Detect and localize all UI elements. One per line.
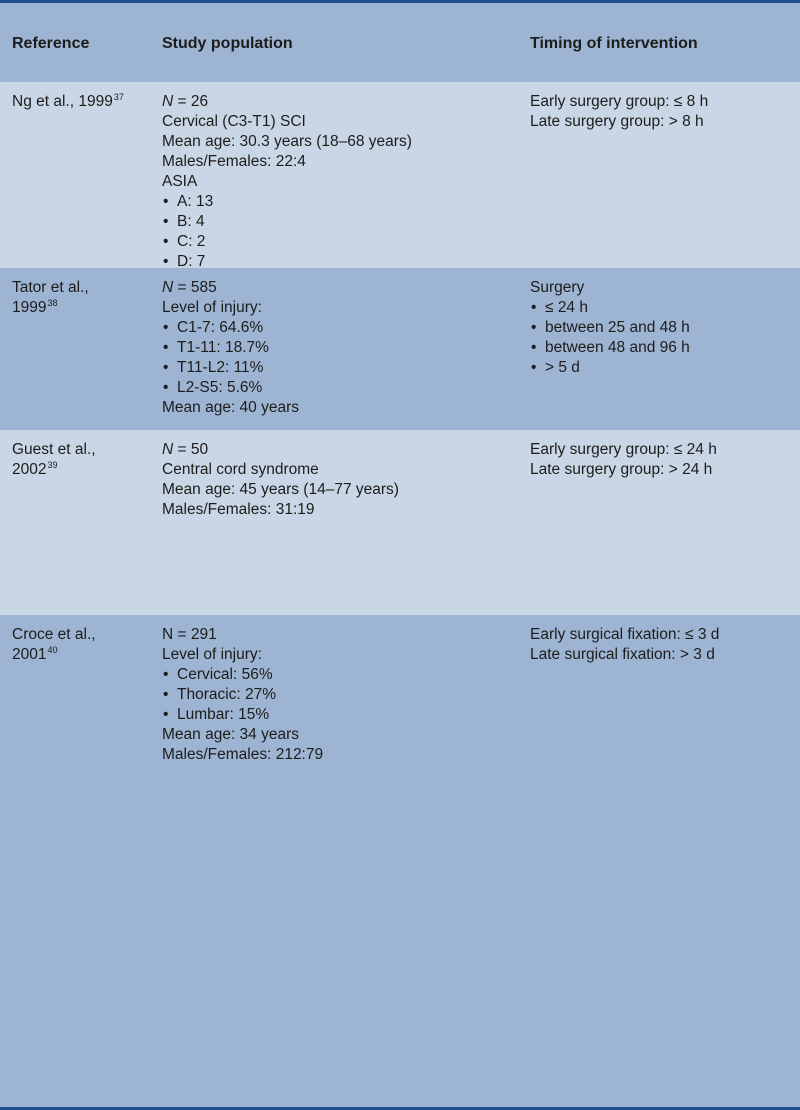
population-line: Males/Females: 212:79	[162, 746, 324, 763]
reference-cell	[0, 268, 150, 430]
timing-line: Surgery	[530, 279, 585, 296]
timing-line: Late surgery group: > 24 h	[530, 461, 713, 478]
timing-line: Early surgery group: ≤ 8 h	[530, 93, 709, 110]
list-item: • > 5 d	[530, 358, 800, 378]
timing-cell	[520, 82, 800, 268]
population-line: Mean age: 34 years	[162, 726, 300, 743]
list-item: • C: 2	[162, 232, 520, 252]
reference-year: 1999$^{38}$	[12, 298, 58, 316]
sample-size: N = 291	[162, 626, 217, 643]
reference-year: 2001$^{40}$	[12, 645, 58, 663]
reference-cell	[0, 82, 150, 268]
population-line: ASIA	[162, 173, 198, 190]
table-row	[0, 430, 800, 615]
population-line: Mean age: 40 years	[162, 399, 300, 416]
population-line: Males/Females: 22:4	[162, 153, 306, 170]
timing-cell	[520, 430, 800, 615]
population-line: Level of injury:	[162, 646, 262, 663]
header-timing: Timing of intervention	[530, 35, 698, 52]
citation-superscript: 38	[47, 298, 58, 308]
list-item: • Lumbar: 15%	[162, 705, 520, 725]
table-row	[0, 268, 800, 430]
population-line: Males/Females: 31:19	[162, 501, 315, 518]
reference-text: Ng et al., 1999$^{37}$	[12, 92, 124, 110]
list-item: • A: 13	[162, 192, 520, 212]
population-line: Mean age: 45 years (14–77 years)	[162, 481, 399, 498]
reference-cell	[0, 615, 150, 1107]
table-row	[0, 82, 800, 268]
population-line: Central cord syndrome	[162, 461, 319, 478]
citation-superscript: 39	[47, 460, 58, 470]
sample-size: N = 585	[162, 279, 217, 296]
list-item: • Thoracic: 27%	[162, 685, 520, 705]
citation-superscript: 40	[47, 645, 58, 655]
population-cell	[150, 268, 520, 430]
timing-line: Early surgical fixation: ≤ 3 d	[530, 626, 720, 643]
timing-line: Early surgery group: ≤ 24 h	[530, 441, 717, 458]
list-item: • between 25 and 48 h	[530, 318, 800, 338]
reference-year: 2002$^{39}$	[12, 460, 58, 478]
header-reference: Reference	[12, 35, 90, 52]
timing-cell	[520, 615, 800, 1107]
reference-text: Croce et al.,	[12, 626, 96, 643]
reference-text: Guest et al.,	[12, 441, 96, 458]
reference-cell	[0, 430, 150, 615]
timing-cell	[520, 268, 800, 430]
population-line: Level of injury:	[162, 299, 262, 316]
list-item: • ≤ 24 h	[530, 298, 800, 318]
header-study-population: Study population	[162, 35, 293, 52]
list-item: • D: 7	[162, 252, 520, 272]
timing-line: Late surgery group: > 8 h	[530, 113, 704, 130]
list-item: • between 48 and 96 h	[530, 338, 800, 358]
reference-text: Tator et al.,	[12, 279, 89, 296]
population-cell	[150, 615, 520, 1107]
population-line: Cervical (C3-T1) SCI	[162, 113, 306, 130]
list-item: • C1-7: 64.6%	[162, 318, 520, 338]
injury-level-list	[162, 318, 520, 398]
citation-superscript: 37	[113, 92, 124, 102]
list-item: • L2-S5: 5.6%	[162, 378, 520, 398]
list-item: • B: 4	[162, 212, 520, 232]
list-item: • Cervical: 56%	[162, 665, 520, 685]
timing-line: Late surgical fixation: > 3 d	[530, 646, 715, 663]
table-row	[0, 615, 800, 1107]
sample-size: N = 26	[162, 93, 209, 110]
sample-size: N = 50	[162, 441, 209, 458]
population-cell	[150, 430, 520, 615]
population-line: Mean age: 30.3 years (18–68 years)	[162, 133, 412, 150]
asia-list	[162, 192, 520, 272]
list-item: • T11-L2: 11%	[162, 358, 520, 378]
table-header-row	[0, 3, 800, 82]
population-cell	[150, 82, 520, 268]
injury-level-list	[162, 665, 520, 725]
list-item: • T1-11: 18.7%	[162, 338, 520, 358]
timing-list	[530, 298, 800, 378]
